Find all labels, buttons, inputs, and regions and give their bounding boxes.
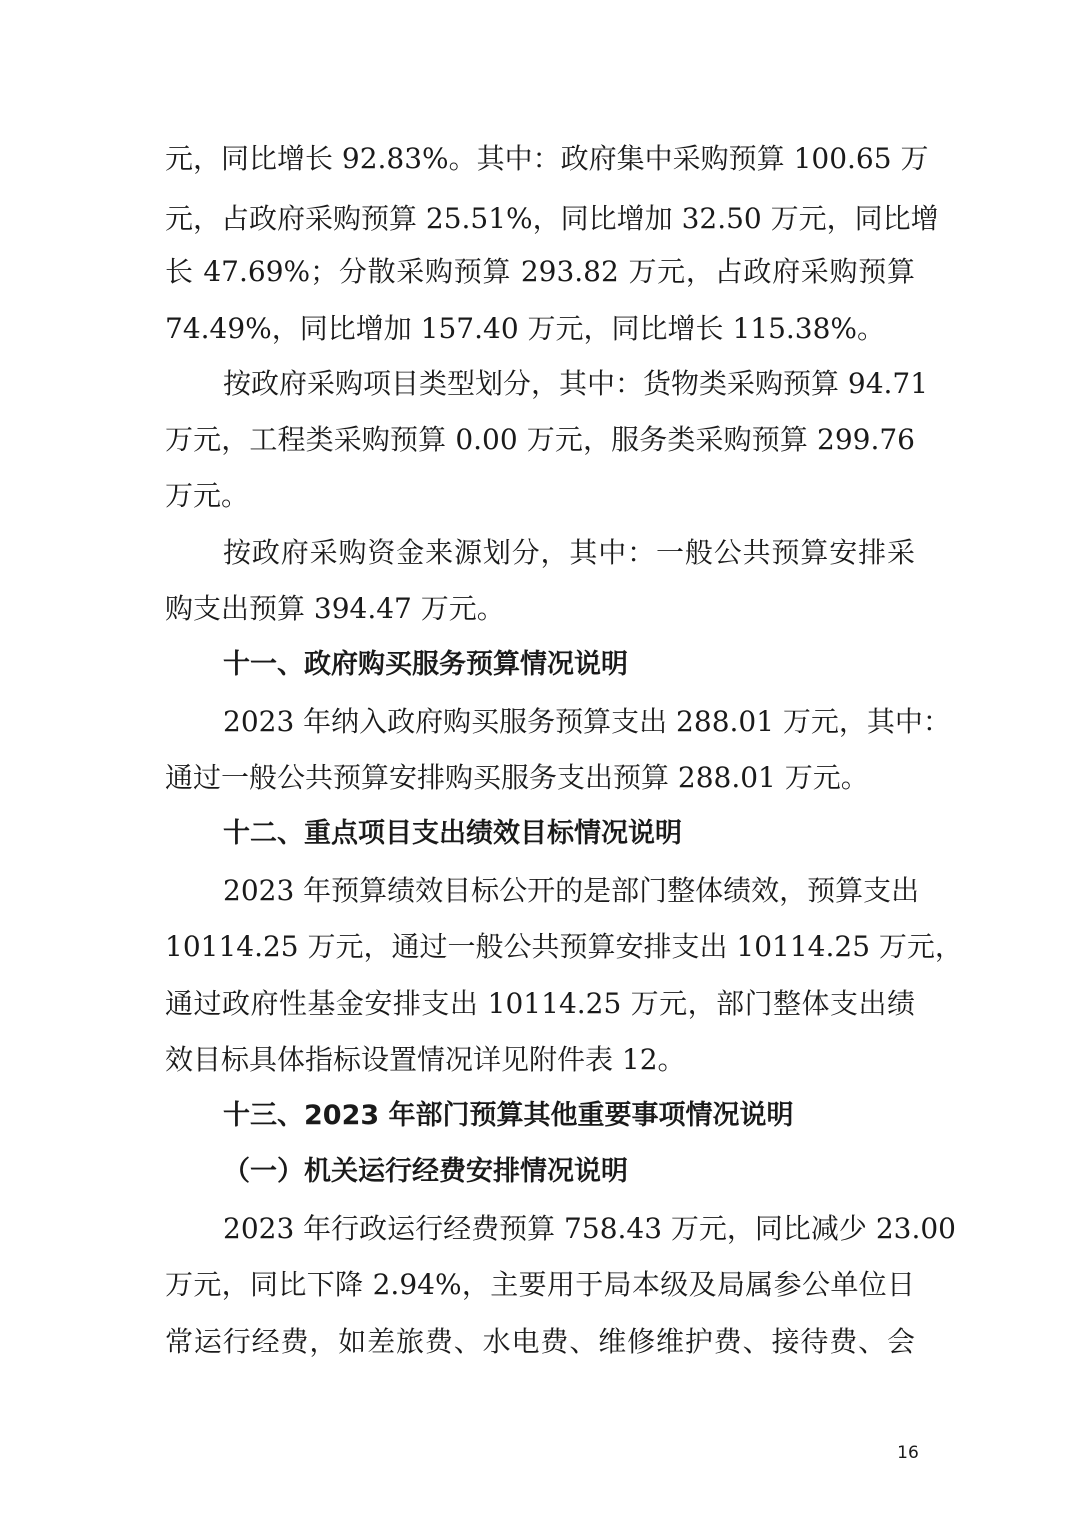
body-text-line: 万元，工程类采购预算 0.00 万元，服务类采购预算 299.76 xyxy=(165,423,915,456)
body-text-line: 元，占政府采购预算 25.51%，同比增加 32.50 万元，同比增 xyxy=(165,202,939,235)
body-text-line: 购支出预算 394.47 万元。 xyxy=(165,592,505,625)
body-text-line: 2023 年行政运行经费预算 758.43 万元，同比减少 23.00 xyxy=(223,1212,956,1245)
body-text-line: 10114.25 万元，通过一般公共预算安排支出 10114.25 万元， xyxy=(165,930,963,963)
section-heading: 十二、重点项目支出绩效目标情况说明 xyxy=(223,818,682,849)
body-text-line: 效目标具体指标设置情况详见附件表 12。 xyxy=(165,1043,686,1076)
page-number: 16 xyxy=(897,1443,919,1463)
body-text-line: 万元，同比下降 2.94%，主要用于局本级及局属参公单位日 xyxy=(165,1268,915,1301)
body-text-line: 常运行经费，如差旅费、水电费、维修维护费、接待费、会 xyxy=(165,1325,915,1358)
body-text-line: 按政府采购资金来源划分，其中：一般公共预算安排采 xyxy=(223,536,915,569)
body-text-line: 长 47.69%；分散采购预算 293.82 万元，占政府采购预算 xyxy=(165,255,915,288)
body-text-line: 按政府采购项目类型划分，其中：货物类采购预算 94.71 xyxy=(223,367,929,400)
body-text-line: 通过政府性基金安排支出 10114.25 万元，部门整体支出绩 xyxy=(165,987,915,1020)
body-text-line: 74.49%，同比增加 157.40 万元，同比增长 115.38%。 xyxy=(165,312,886,345)
body-text-line: 2023 年预算绩效目标公开的是部门整体绩效，预算支出 xyxy=(223,874,920,907)
section-heading: 十三、2023 年部门预算其他重要事项情况说明 xyxy=(223,1100,794,1131)
body-text-line: 万元。 xyxy=(165,479,250,512)
body-text-line: 通过一般公共预算安排购买服务支出预算 288.01 万元。 xyxy=(165,761,869,794)
section-heading: 十一、政府购买服务预算情况说明 xyxy=(223,649,628,680)
body-text-line: 2023 年纳入政府购买服务预算支出 288.01 万元，其中： xyxy=(223,705,951,738)
body-text-line: 元，同比增长 92.83%。其中：政府集中采购预算 100.65 万 xyxy=(165,142,929,175)
subsection-heading: （一）机关运行经费安排情况说明 xyxy=(223,1156,628,1187)
